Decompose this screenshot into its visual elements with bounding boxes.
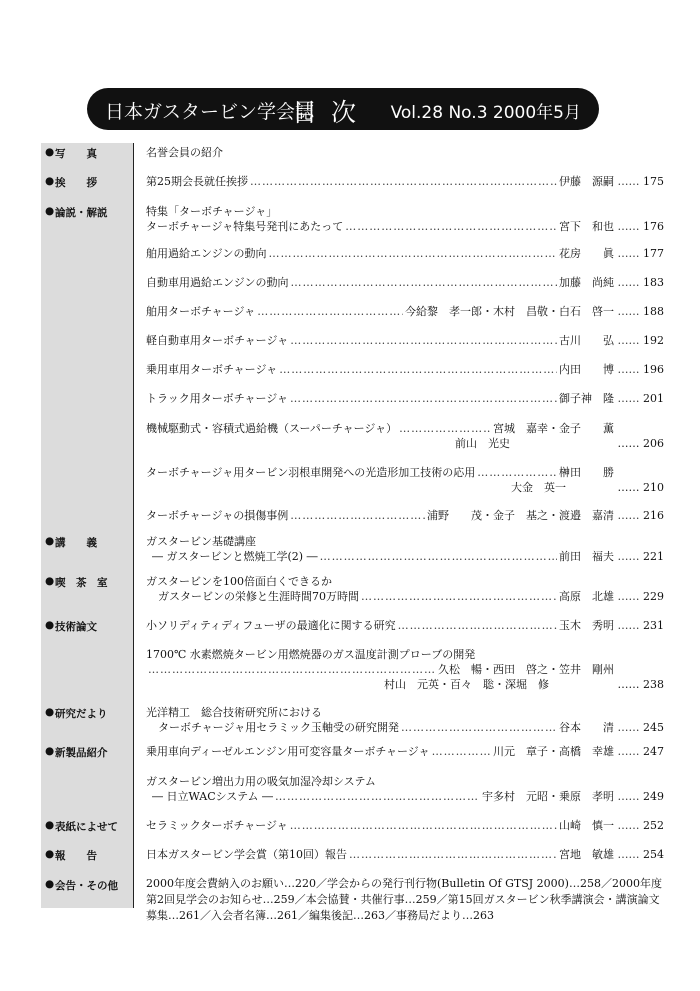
entry-page: …… 196 <box>614 363 664 377</box>
entry-author: 加藤 尚純 <box>559 276 614 289</box>
entry-author: 今給黎 孝一郎・木村 昌敬・白石 啓一 <box>405 305 614 318</box>
category-review: ● 論説・解説 <box>45 205 108 219</box>
toc-banner <box>87 88 599 130</box>
category-report: ● 報 告 <box>45 848 97 862</box>
entry-page: …… 252 <box>614 819 664 833</box>
entry-author: 古川 弘 <box>559 334 614 347</box>
entry-author: 山崎 慎一 <box>559 819 614 832</box>
category-notice: ● 会告・その他 <box>45 878 118 892</box>
entry-heading: 光洋精工 総合技術研究所における <box>146 706 322 719</box>
toc-heading: 目次 <box>292 98 371 127</box>
category-cafe: ● 喫 茶 室 <box>45 575 108 589</box>
bullet-icon: ● <box>45 745 55 757</box>
bullet-icon: ● <box>45 878 55 890</box>
toc-entry[interactable]: セラミックターボチャージャ ………………………………………………………………………………………………………………………………………………………………………………………………………………… 山崎 慎一 …… 252 <box>146 819 664 833</box>
entry-author: 前田 福夫 <box>559 550 614 563</box>
entry-page: …… 245 <box>614 721 664 735</box>
toc-entry[interactable]: トラック用ターボチャージャ ………………………………………………………………………………………………………………………………………………………………………………………………………………… 御子神 隆 …… 201 <box>146 392 664 406</box>
notice-text: 2000年度会費納入のお願い…220／学会からの発行刊行物(Bulletin Of GTSJ 2000)…258／2000年度第2回見学会のお知らせ…259／本会協賛・共催行事…259／第15回ガスタービン秋季講演会・講演論文募集…261／入会者名簿…261／編集後記…263／事務局だより…263 <box>146 877 662 922</box>
entry-page: …… 229 <box>614 590 664 604</box>
entry-author: 内田 博 <box>559 363 614 376</box>
journal-title: 日本ガスタービン学会誌 <box>105 101 315 123</box>
toc-entry[interactable]: ― ガスタービンと燃焼工学(2) ― ………………………………………………………………………………………………………………………………………………………………………………………………………………… 前田 福夫 …… 221 <box>152 550 664 564</box>
bullet-icon: ● <box>45 575 55 587</box>
entry-heading: 1700℃ 水素燃焼タービン用燃焼器のガス温度計測プローブの開発 <box>146 648 476 661</box>
toc-entry[interactable]: ターボチャージャ特集号発刊にあたって ………………………………………………………………………………………………………………………………………………………………………………………………………………… 宮下 和也 …… 176 <box>146 220 664 234</box>
entry-page: …… 221 <box>614 550 664 564</box>
entry-heading: ガスタービンを100倍面白くできるか <box>146 575 332 588</box>
toc-entry[interactable]: 軽自動車用ターボチャージャ ………………………………………………………………………………………………………………………………………………………………………………………………………………… 古川 弘 …… 192 <box>146 334 664 348</box>
entry-author: 大金 英一 <box>511 481 566 494</box>
entry-page: …… 176 <box>614 220 664 234</box>
bullet-icon: ● <box>45 848 55 860</box>
bullet-icon: ● <box>45 205 55 217</box>
entry-author: 宮下 和也 <box>559 220 614 233</box>
entry-author: 御子神 隆 <box>559 392 614 405</box>
entry-heading: ガスタービン増出力用の吸気加湿冷却システム <box>146 775 376 788</box>
entry-page: …… 188 <box>614 305 664 319</box>
issue-info: Vol.28 No.3 2000年5月 <box>390 103 581 123</box>
entry-author: 伊藤 源嗣 <box>559 175 614 188</box>
entry-page: …… 183 <box>614 276 664 290</box>
category-tech: ● 技術論文 <box>45 619 97 633</box>
category-photo: ● 写 真 <box>45 146 97 160</box>
entry-page: …… 177 <box>614 247 664 261</box>
toc-entry[interactable]: 自動車用過給エンジンの動向 ………………………………………………………………………………………………………………………………………………………………………………………………………………… 加藤 尚純 …… 183 <box>146 276 664 290</box>
entry-page: …… 210 <box>617 481 664 494</box>
bullet-icon: ● <box>45 175 55 187</box>
entry-page: …… 249 <box>614 790 664 804</box>
toc-entry[interactable]: ガスタービンの栄修と生涯時間70万時間 ………………………………………………………………………………………………………………………………………………………………………………………………………………… 高原 北雄 …… 229 <box>158 590 664 604</box>
entry-page: …… 247 <box>614 745 664 759</box>
entry-page: …… 238 <box>617 678 664 691</box>
toc-entry[interactable]: 舶用ターボチャージャ ………………………………………………………………………………………………………………………………………………………………………………………………………………… 今給黎 孝一郎・木村 昌敬・白石 啓一 …… 188 <box>146 305 664 319</box>
toc-entry[interactable]: 機械駆動式・容積式過給機（スーパーチャージャ） ………………………………………………………………………………………………………………………………………………………………………………………………………………… 宮城 嘉幸・金子 薫 <box>146 422 664 436</box>
toc-entry[interactable]: ターボチャージャの損傷事例 ………………………………………………………………………………………………………………………………………………………………………………………………………………… 浦野 茂・金子 基之・渡邉 嘉清 …… 216 <box>146 509 664 523</box>
bullet-icon: ● <box>45 706 55 718</box>
entry-page: …… 206 <box>617 437 664 450</box>
category-cover: ● 表紙によせて <box>45 819 118 833</box>
entry-title: 名誉会員の紹介 <box>146 146 223 159</box>
toc-entry[interactable]: 乗用車用ターボチャージャ ………………………………………………………………………………………………………………………………………………………………………………………………………………… 内田 博 …… 196 <box>146 363 664 377</box>
bullet-icon: ● <box>45 535 55 547</box>
entry-page: …… 216 <box>614 509 664 523</box>
entry-author: 村山 元英・百々 聡・深堀 修 <box>384 678 549 691</box>
entry-author: 花房 眞 <box>559 247 614 260</box>
entry-author: 榊田 勝 <box>559 466 614 479</box>
entry-author: 高原 北雄 <box>559 590 614 603</box>
category-lab: ● 研究だより <box>45 706 108 720</box>
entry-author: 前山 光史 <box>455 437 510 450</box>
toc-entry[interactable]: ― 日立WACシステム ― ………………………………………………………………………………………………………………………………………………………………………………………………………………… 宇多村 元昭・乗原 孝明 …… 249 <box>152 790 664 804</box>
entry-author: 玉木 秀明 <box>559 619 614 632</box>
toc-entry[interactable]: 舶用過給エンジンの動向 ………………………………………………………………………………………………………………………………………………………………………………………………………………… 花房 眞 …… 177 <box>146 247 664 261</box>
entry-page: …… 231 <box>614 619 664 633</box>
category-greeting: ● 挨 拶 <box>45 175 97 189</box>
entry-page: …… 201 <box>614 392 664 406</box>
entry-author: 宇多村 元昭・乗原 孝明 <box>482 790 614 803</box>
entry-author: 谷本 清 <box>559 721 614 734</box>
toc-entry[interactable]: 第25期会長就任挨拶 ………………………………………………………………………………………………………………………………………………………………………………………………………………… 伊藤 源嗣 …… 175 <box>146 175 664 189</box>
bullet-icon: ● <box>45 819 55 831</box>
entry-author: 久松 暢・西田 啓之・笠井 剛州 <box>438 663 614 676</box>
bullet-icon: ● <box>45 619 55 631</box>
category-sidebar <box>41 143 134 908</box>
category-product: ● 新製品紹介 <box>45 745 108 759</box>
entry-author: 川元 章子・高橋 幸雄 <box>493 745 614 758</box>
toc-entry[interactable]: 小ソリディティディフューザの最適化に関する研究 ………………………………………………………………………………………………………………………………………………………………………………………………………………… 玉木 秀明 …… 231 <box>146 619 664 633</box>
entry-heading: 特集「ターボチャージャ」 <box>146 205 278 218</box>
toc-entry[interactable] <box>146 663 664 677</box>
entry-author: 宮地 敏雄 <box>559 848 614 861</box>
entry-page: …… 192 <box>614 334 664 348</box>
entry-author: 宮城 嘉幸・金子 薫 <box>493 422 614 435</box>
entry-author: 浦野 茂・金子 基之・渡邉 嘉清 <box>427 509 614 522</box>
toc-entry[interactable]: ターボチャージャ用セラミック玉軸受の研究開発 ………………………………………………………………………………………………………………………………………………………………………………………………………………… 谷本 清 …… 245 <box>158 721 664 735</box>
toc-entry[interactable]: 乗用車向ディーゼルエンジン用可変容量ターボチャージャ ………………………………………………………………………………………………………………………………………………………………………………………………………………… 川元 章子・高橋 幸雄 …… 247 <box>146 745 664 759</box>
bullet-icon: ● <box>45 146 55 158</box>
entry-page: …… 254 <box>614 848 664 862</box>
toc-entry[interactable]: 日本ガスタービン学会賞（第10回）報告 ………………………………………………………………………………………………………………………………………………………………………………………………………………… 宮地 敏雄 …… 254 <box>146 848 664 862</box>
toc-entry[interactable]: ターボチャージャ用タービン羽根車開発への光造形加工技術の応用 ………………………………………………………………………………………………………………………………………………………………………………………………………………… 榊田 勝 <box>146 466 664 480</box>
category-lecture: ● 講 義 <box>45 535 97 549</box>
entry-page: …… 175 <box>614 175 664 189</box>
entry-heading: ガスタービン基礎講座 <box>146 535 256 548</box>
